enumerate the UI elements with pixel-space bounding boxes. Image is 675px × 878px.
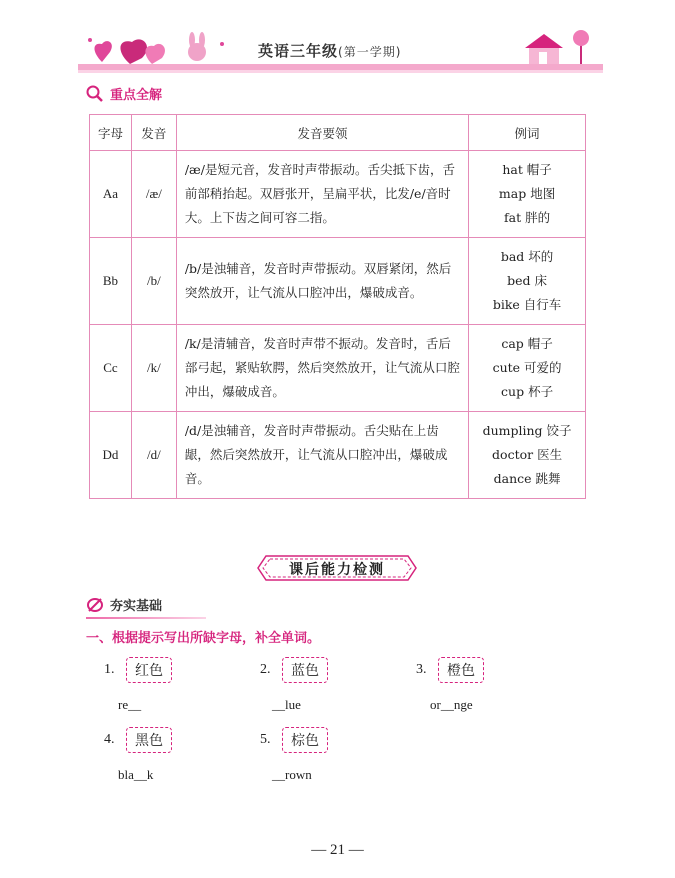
item-number: 2.	[260, 662, 271, 677]
desc-cell: /b/是浊辅音，发音时声带振动。双唇紧闭，然后突然放开，让气流从口腔冲出，爆破成音。	[176, 238, 468, 325]
basics-label: 夯实基础	[110, 599, 163, 614]
book-title-main: 英语三年级	[258, 42, 339, 60]
example-word: cup 杯子	[501, 384, 554, 399]
exercise-item-2	[260, 657, 328, 683]
exercise-item-1	[104, 657, 172, 683]
phonics-table-container	[89, 114, 586, 499]
hint-box: 棕色	[282, 727, 328, 753]
page-header	[78, 28, 603, 78]
example-word: fat 胖的	[504, 210, 551, 225]
example-word: dance 跳舞	[493, 471, 561, 486]
letter-cell: Dd	[90, 412, 132, 499]
fill-in-word-2[interactable]: __lue	[272, 697, 301, 712]
item-number: 4.	[104, 732, 115, 747]
hint-box: 红色	[126, 657, 172, 683]
item-number: 1.	[104, 662, 115, 677]
hint-box: 橙色	[438, 657, 484, 683]
item-number: 5.	[260, 732, 271, 747]
letter-cell: Aa	[90, 151, 132, 238]
table-header-row	[90, 115, 586, 151]
examples-cell	[469, 238, 586, 325]
fill-in-word-5[interactable]: __rown	[272, 767, 312, 782]
pencil-swirl-icon	[86, 596, 104, 614]
example-word: bed 床	[507, 273, 547, 288]
example-word: cap 帽子	[501, 336, 553, 351]
letter-cell: Cc	[90, 325, 132, 412]
example-word: dumpling 饺子	[482, 423, 572, 438]
house-tree-decoration-icon	[519, 28, 599, 68]
hearts-bunny-decoration-icon	[82, 32, 232, 66]
exercise-item-3	[416, 657, 484, 683]
desc-cell: /æ/是短元音，发音时声带振动。舌尖抵下齿，舌前部稍抬起。双唇张开，呈扁平状，比发/e/音时大。上下齿之间可容二指。	[176, 151, 468, 238]
after-class-banner	[256, 555, 418, 581]
example-word: bad 坏的	[500, 249, 554, 264]
fill-in-word-4[interactable]: bla__k	[118, 767, 154, 782]
header-method: 发音要领	[176, 115, 468, 151]
table-row	[90, 325, 586, 412]
table-row	[90, 238, 586, 325]
header-sound: 发音	[131, 115, 176, 151]
header-letter: 字母	[90, 115, 132, 151]
fill-in-word-1[interactable]: re__	[118, 697, 142, 712]
desc-cell: /d/是浊辅音，发音时声带振动。舌尖贴在上齿龈，然后突然放开，让气流从口腔冲出，爆破成音。	[176, 412, 468, 499]
desc-cell: /k/是清辅音，发音时声带不振动。发音时，舌后部弓起，紧贴软腭，然后突然放开，让气流从口腔冲出，爆破成音。	[176, 325, 468, 412]
example-word: bike 自行车	[492, 297, 562, 312]
example-word: doctor 医生	[492, 447, 563, 462]
fill-in-word-3[interactable]: or__nge	[430, 697, 473, 712]
basics-heading	[86, 595, 162, 614]
key-points-label: 重点全解	[110, 88, 163, 103]
exercise-item-5	[260, 727, 328, 753]
hint-box: 蓝色	[282, 657, 328, 683]
sound-cell: /æ/	[131, 151, 176, 238]
example-word: cute 可爱的	[492, 360, 562, 375]
magnifier-icon	[86, 85, 104, 103]
sound-cell: /k/	[131, 325, 176, 412]
item-number: 3.	[416, 662, 427, 677]
table-row	[90, 151, 586, 238]
letter-cell: Bb	[90, 238, 132, 325]
exercise-item-4	[104, 727, 172, 753]
book-title	[258, 40, 401, 61]
examples-cell	[469, 151, 586, 238]
page-number: — 21 —	[311, 842, 364, 858]
header-band-light	[78, 70, 603, 73]
phonics-table	[89, 114, 586, 499]
hint-box: 黑色	[126, 727, 172, 753]
examples-cell	[469, 325, 586, 412]
book-title-sub: (第一学期)	[338, 45, 402, 59]
question-1-prompt: 一、根据提示写出所缺字母，补全单词。	[86, 631, 321, 646]
key-points-heading	[86, 84, 162, 103]
sound-cell: /d/	[131, 412, 176, 499]
sound-cell: /b/	[131, 238, 176, 325]
banner-title: 课后能力检测	[289, 562, 385, 578]
table-row	[90, 412, 586, 499]
examples-cell	[469, 412, 586, 499]
header-examples: 例词	[469, 115, 586, 151]
example-word: map 地图	[498, 186, 556, 201]
basics-underline	[86, 617, 206, 619]
example-word: hat 帽子	[502, 162, 552, 177]
